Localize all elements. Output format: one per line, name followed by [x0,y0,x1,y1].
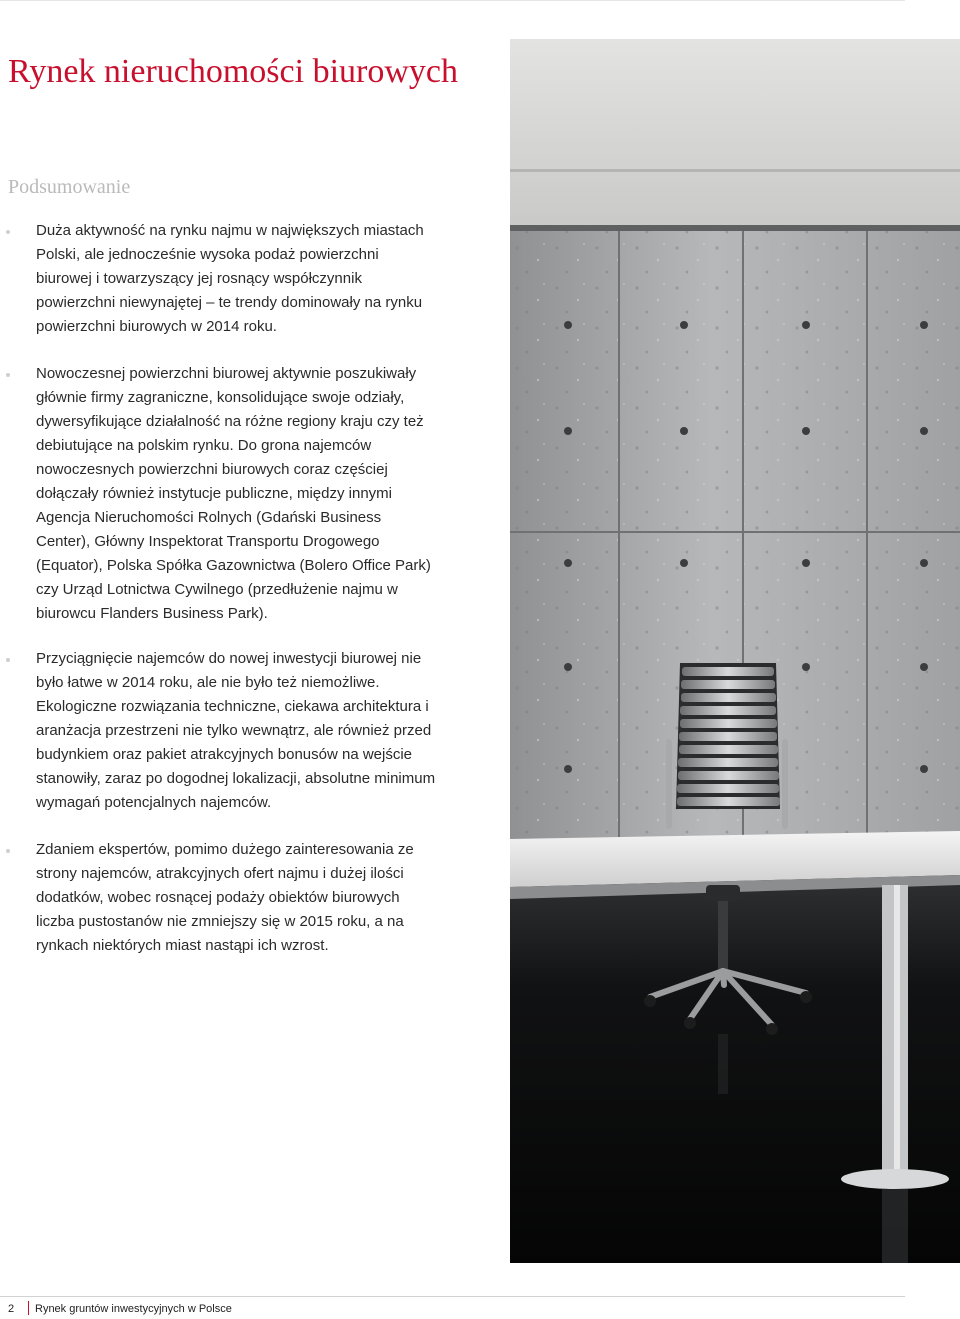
bullet-icon [6,849,10,853]
office-photo [510,39,960,1263]
list-item [36,838,436,958]
list-item [36,362,436,626]
list-item-text: Duża aktywność na rynku najmu w największych miastach Polski, ale jednocześnie wysoka podaż powierzchni biurowej i towarzyszący jej rosnący współczynnik powierzchni niewynajętej – te trendy dominowały na rynku powierzchni biurowych w 2014 roku. [36,222,424,335]
footer-rule [0,1296,905,1297]
list-item-text: Zdaniem ekspertów, pomimo dużego zainteresowania ze strony najemców, atrakcyjnych ofert najmu i dużej ilości dodatków, wobec rosnącej podaży obiektów biurowych liczba pustostanów nie zmniejszy się w 2015 roku, a na rynkach niektórych miast nastąpi ich wzrost. [36,841,414,954]
list-item-text: Przyciągnięcie najemców do nowej inwestycji biurowej nie było łatwe w 2014 roku, ale nie było też niemożliwe. Ekologiczne rozwiązania techniczne, ciekawa architektura i aranżacja przestrzeni nie tylko wewnątrz, ale również przed budynkiem oraz pakiet atrakcyjnych bonusów na wejście stanowiły, zaraz po dogodnej lokalizacji, absolutne minimum wymagań potencjalnych najemców. [36,650,436,811]
list-item [36,219,436,339]
section-subtitle: Podsumowanie [8,176,131,198]
summary-list [0,0,500,1000]
bullet-icon [6,373,10,377]
bullet-icon [6,230,10,234]
list-item-text: Nowoczesnej powierzchni biurowej aktywnie poszukiwały głównie firmy zagraniczne, konsolidujące swoje odziały, dywersyfikujące działalność na różne regiony kraju czy też debiutujące na polskim rynku. Do grona najemców nowoczesnych powierzchni biurowych coraz częściej dołączały również instytucje publiczne, między innymi Agencja Nieruchomości Rolnych (Gdański Business Center), Główny Inspektorat Transportu Drogowego (Equator), Polska Spółka Gazownictwa (Bolero Office Park) czy Urząd Lotnictwa Cywilnego (przedłużenie najmu w biurowcu Flanders Business Park). [36,365,431,622]
page-number: 2 [8,1303,15,1315]
list-item [36,647,436,815]
footer-separator [28,1301,29,1315]
page-title: Rynek nieruchomości biurowych [8,53,458,90]
bullet-icon [6,658,10,662]
footer-text: Rynek gruntów inwestycyjnych w Polsce [35,1303,232,1315]
